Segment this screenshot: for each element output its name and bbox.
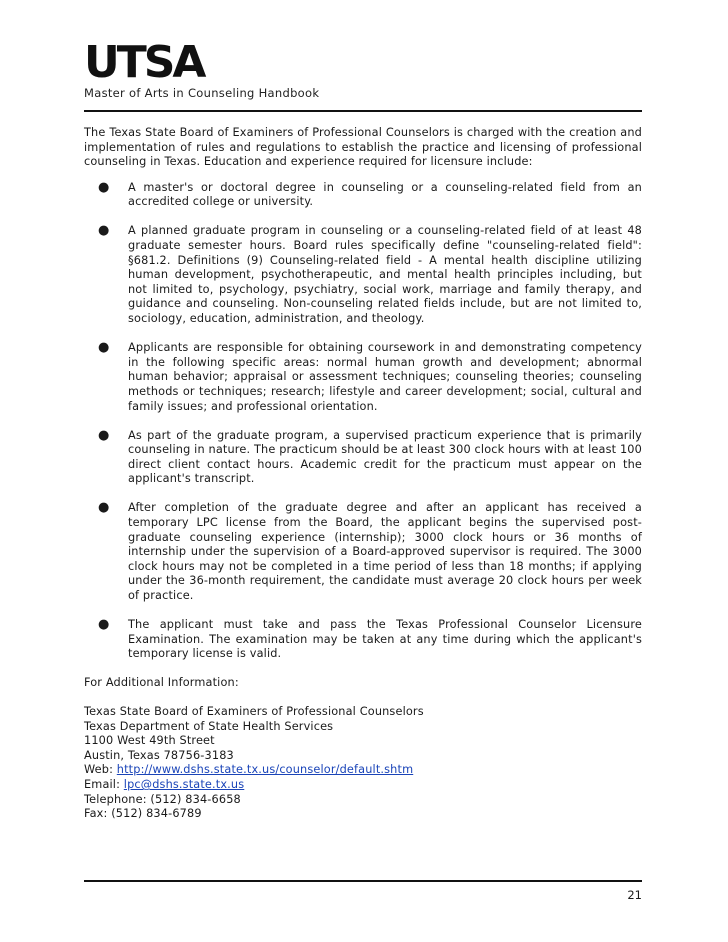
- requirement-text: As part of the graduate program, a supervised practicum experience that is primarily counseling in nature. The practicum should be at least 300 clock hours with at least 100 direct client contact hours. Academic credit for the practicum must appear on the applicant's transcript.: [128, 428, 642, 486]
- contact-block: [84, 705, 642, 822]
- requirements-list: [84, 181, 642, 662]
- list-item: [84, 181, 642, 210]
- contact-org-department: Texas Department of State Health Services: [84, 719, 334, 733]
- bullet-icon: ●: [98, 179, 110, 195]
- email-link[interactable]: lpc@dshs.state.tx.us: [123, 778, 245, 792]
- additional-info-heading: For Additional Information:: [84, 675, 239, 689]
- list-item: [84, 618, 642, 662]
- list-item: [84, 501, 642, 603]
- web-link[interactable]: http://www.dshs.state.tx.us/counselor/default.shtm: [116, 763, 414, 777]
- contact-web: [84, 763, 642, 778]
- contact-org-board: Texas State Board of Examiners of Professional Counselors: [84, 705, 424, 719]
- requirement-text: A planned graduate program in counseling or a counseling-related field of at least 48 graduate semester hours. Board rules specifically define "counseling-related field": §681.2. Definitions (9) Counseling-related field - A mental health discipline utilizing human development, psychotherapeutic, and mental health principles including, but not limited to, psychology, psychiatry, social work, marriage and family therapy, and guidance and counseling. Non-counseling related fields include, but are not limited to, sociology, education, administration, and theology.: [128, 224, 642, 326]
- contact-fax: Fax: (512) 834-6789: [84, 807, 202, 821]
- header-divider: [84, 110, 642, 113]
- bullet-icon: ●: [98, 500, 110, 516]
- page-body: [84, 126, 642, 822]
- requirement-text: Applicants are responsible for obtaining coursework in and demonstrating competency in the following specific areas: normal human growth and development; abnormal human behavior; appraisal or assessment techniques; counseling theories; counseling methods or techniques; research; lifestyle and career development; social, cultural and family issues; and professional orientation.: [128, 341, 642, 413]
- bullet-icon: ●: [98, 427, 110, 443]
- requirement-text: The applicant must take and pass the Texas Professional Counselor Licensure Examination. The examination may be taken at any time during which the applicant's temporary license is valid.: [128, 618, 642, 661]
- contact-street: 1100 West 49th Street: [84, 734, 215, 748]
- bullet-icon: ●: [98, 617, 110, 633]
- requirement-text: A master's or doctoral degree in counseling or a counseling-related field from an accredited college or university.: [128, 180, 642, 209]
- email-label: Email:: [84, 778, 124, 792]
- contact-city: Austin, Texas 78756-3183: [84, 748, 234, 762]
- page-number: 21: [627, 888, 642, 902]
- list-item: [84, 341, 642, 414]
- utsa-logo: UTSA: [84, 37, 204, 88]
- bullet-icon: ●: [98, 223, 110, 239]
- requirement-text: After completion of the graduate degree and after an applicant has received a temporary LPC license from the Board, the applicant begins the supervised post-graduate counseling experience (internship); 3000 clock hours or 36 months of internship under the supervision of a Board-approved supervisor is required. The 3000 clock hours may not be completed in a time period of less than 18 months; if applying under the 36-month requirement, the candidate must average 20 clock hours per week of practice.: [128, 501, 642, 603]
- list-item: [84, 224, 642, 326]
- footer-divider: [84, 880, 642, 883]
- list-item: [84, 429, 642, 487]
- contact-telephone: Telephone: (512) 834-6658: [84, 792, 241, 806]
- web-label: Web:: [84, 763, 117, 777]
- bullet-icon: ●: [98, 340, 110, 356]
- intro-paragraph: The Texas State Board of Examiners of Professional Counselors is charged with the creation and implementation of rules and regulations to establish the practice and licensing of professional counseling in Texas. Education and experience required for licensure include:: [84, 126, 642, 169]
- handbook-title: Master of Arts in Counseling Handbook: [84, 86, 320, 100]
- contact-email: [84, 778, 642, 793]
